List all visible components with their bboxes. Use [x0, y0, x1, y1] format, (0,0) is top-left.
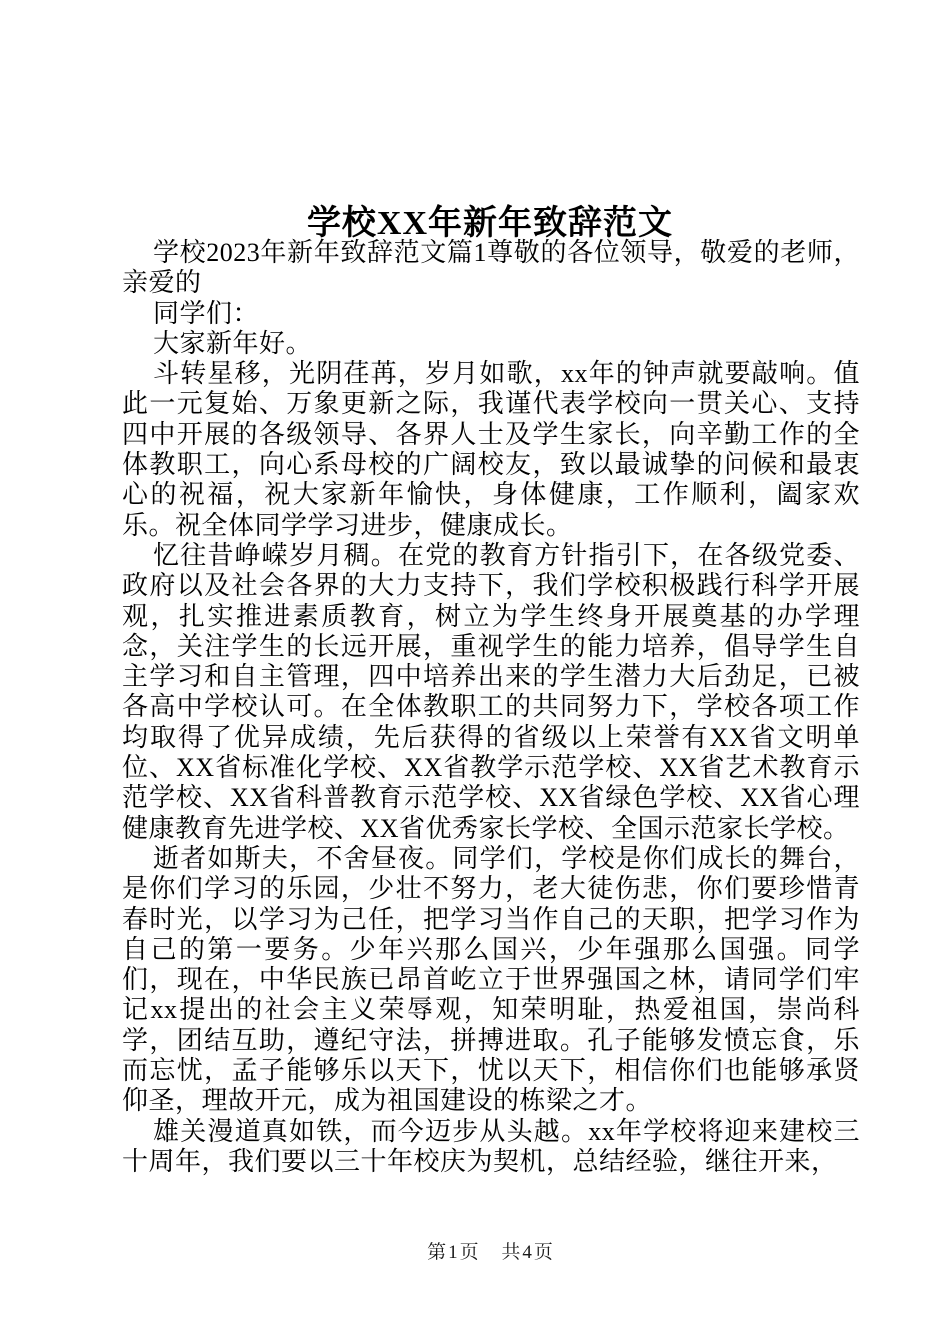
paragraph: 逝者如斯夫，不舍昼夜。同学们，学校是你们成长的舞台，是你们学习的乐园，少壮不努力，老大徒伤悲，你们要珍惜青春时光，以学习为己任，把学习当作自己的天职，把学习作为自己的第一要务。少年兴那么国兴，少年强那么国强。同学们，现在，中华民族已昂首屹立于世界强国之林，请同学们牢记xx提出的社会主义荣辱观，知荣明耻，热爱祖国，崇尚科学，团结互助，遵纪守法，拼搏进取。孔子能够发愤忘食，乐而忘忧，孟子能够乐以天下，忧以天下，相信你们也能够承贤仰圣，理故开元，成为祖国建设的栋梁之才。	[122, 843, 860, 1116]
paragraph: 学校2023年新年致辞范文篇1尊敬的各位领导，敬爱的老师，亲爱的	[122, 238, 860, 298]
page-number-label: 第1页	[427, 1242, 481, 1263]
page-count-label: 共4页	[501, 1242, 555, 1263]
document-title: 学校XX年新年致辞范文	[306, 204, 674, 242]
paragraph: 斗转星移，光阴荏苒，岁月如歌，xx年的钟声就要敲响。值此一元复始、万象更新之际，我谨代表学校向一贯关心、支持四中开展的各级领导、各界人士及学生家长，向辛勤工作的全体教职工，向心系母校的广阔校友，致以最诚挚的问候和最衷心的祝福，祝大家新年愉快，身体健康，工作顺利，阖家欢乐。祝全体同学学习进步，健康成长。	[122, 359, 860, 540]
paragraph: 大家新年好。	[153, 328, 313, 358]
page-footer	[122, 1241, 860, 1265]
paragraph: 雄关漫道真如铁，而今迈步从头越。xx年学校将迎来建校三十周年，我们要以三十年校庆为契机，总结经验，继往开来，	[122, 1116, 860, 1176]
paragraph: 同学们：	[153, 298, 260, 328]
paragraph: 忆往昔峥嵘岁月稠。在党的教育方针指引下，在各级党委、政府以及社会各界的大力支持下，我们学校积极践行科学开展观，扎实推进素质教育，树立为学生终身开展奠基的办学理念，关注学生的长远开展，重视学生的能力培养，倡导学生自主学习和自主管理，四中培养出来的学生潜力大后劲足，已被各高中学校认可。在全体教职工的共同努力下，学校各项工作均取得了优异成绩，先后获得的省级以上荣誉有XX省文明单位、XX省标准化学校、XX省教学示范学校、XX省艺术教育示范学校、XX省科普教育示范学校、XX省绿色学校、XX省心理健康教育先进学校、XX省优秀家长学校、全国示范家长学校。	[122, 540, 860, 843]
document-body	[122, 238, 860, 1177]
